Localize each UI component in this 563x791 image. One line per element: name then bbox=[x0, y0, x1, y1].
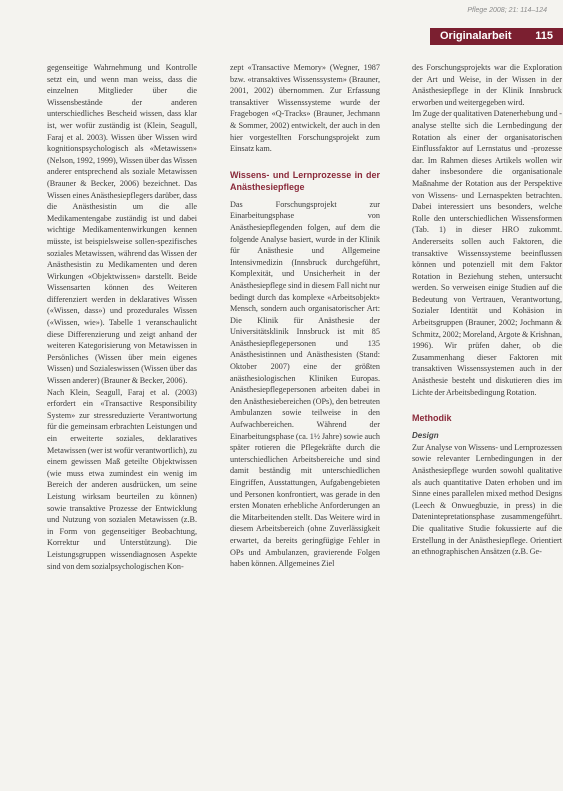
paragraph: Das Forschungsprojekt zur Einarbeitungsphase von Anästhesiepflegenden folgen, auf dem die folgende Analyse basiert, wurde in der Klinik für Anästhesie und Allgemeine Intensivmedizin (Innsbruck durchgeführt, Komplexität, und Unsicherheit in der Anästhesiepflege sind in diesem Fall nicht nur bedingt durch das komplexe «Arbeitsobjekt» Mensch, sondern auch organisatorischer Art: Die Klinik für Anästhesie der Universitätsklinik Innsbruck ist mit 85 Anästhesiepflegepersonen und 135 Anästhesistinnen und Anästhesisten (Stand: Oktober 2007) eine der größten anästhesiologischen Kliniken Europas. Anästhesiepflegepersonen arbeiten dabei in den Anästhesiebereichen (OPs), den betreuten Ambulanzen sowie teilweise in den Aufwachbereichen. Während der Einarbeitungsphase (ca. 1½ Jahre) sowie auch später rotieren die Pflegekräfte durch die unterschiedlichen Arbeitsbereiche und sind damit beständig mit unterschiedlichen Eingriffen, Ausstattungen, Aufgabengebieten und Personen konfrontiert, was gerade in den ersten Monaten erhebliche Anforderungen an die Mitarbeitenden stellt. Das Weitere wird in diesem Arbeitsbereich (ohne Zuverlässigkeit erwartet, da bereits geringfügige Fehler in OPs und Ambulanzen, gravierende Folgen haben können. Allgemeines Ziel bbox=[230, 199, 380, 569]
paragraph: des Forschungsprojekts war die Exploration der Art und Weise, in der Wissen in der Anästhesiepflege in der Klinik Innsbruck erworben und weitergegeben wird. bbox=[412, 63, 562, 107]
section-heading: Wissens- und Lernprozesse in der Anästhesiepflege bbox=[230, 169, 380, 192]
paragraph: zept «Transactive Memory» (Wegner, 1987 bzw. «transaktives Wissenssystem» (Brauner, 2001, 2002) übernommen. Zur Erfassung transaktiver Wissenssysteme wurde der Fragebogen «Q-Tracks» (Brauner, Jechmann & Sommer, 2002) entwickelt, der auch in den hier vorgestellten Forschungsprojekt zum Einsatz kam. bbox=[230, 63, 380, 154]
text-column-2 bbox=[230, 62, 380, 570]
text-column-3 bbox=[412, 62, 562, 558]
page-number: 115 bbox=[535, 30, 553, 42]
paragraph: Nach Klein, Seagull, Faraj et al. (2003) erfordert ein «Transactive Responsibility System» zur stressreduzierte Verantwortung für die gemeinsam erbrachten Leistungen und ein erweiterte soziales, deklaratives Metawissen (wer ist wofür verantwortlich), zu einem gewissen Maß geteilte Objektwissen (wie muss etwa zumindest ein wenig im Bereich der anderen ausdrücken, um seine Leistung wirksam beurteilen zu können) sowie transaktive Prozesse der Entwicklung und Nutzung von sozialen Metawissen (z.B. in Form von gegenseitiger Beobachtung, Korrektur und Unterstützung). Die Leistungsgruppen wissendiagnosen Aspekte sind von dem sozialpsychologischen Kon- bbox=[47, 387, 197, 571]
paragraph: Im Zuge der qualitativen Datenerhebung und -analyse stellte sich die Lernbedingung der Rotation als einer der organisatorischen Einflussfaktor auf Lernstatus und -prozesse dar. Im Rahmen dieses Artikels wollen wir daher insbesondere die organisationale Maßnahme der Rotation aus der Perspektive von Wissens- und Lernaspekten betrachten. Dabei interessiert uns besonders, welche Rolle den unterschiedlichen Wissensformen (Tab. 1) in dieser HRO zukommt. Andererseits sollen auch Faktoren, die transaktive Wissenssysteme beeinflussen können und potenziell mit dem Faktor Rotation in Beziehung stehen, untersucht werden. So verweisen einige Studien auf die Bedeutung von Vertrauen, Verantwortung, Sozialer Identität und Kohäsion in Arbeitsgruppen (Brauner, 2002; Jochmann & Schmitz, 2002; Moreland, Argote & Krishnan, 1996). Wir prüfen daher, ob die Zusammenhang dieser Faktoren mit transaktiven Wissenssystemen auch in der Anästhesie besteht und diskutieren dies im Lichte der Arbeitsbedingung Rotation. bbox=[412, 109, 562, 397]
paragraph: Zur Analyse von Wissens- und Lernprozessen sowie relevanter Lernbedingungen in der Anästhesiepflege wurden sowohl qualitative als auch quantitative Daten erhoben und im Sinne eines parallelen mixed method Designs (Leech & Onwuegbuzie, in press) in die Datenintepretationsphase zusammengeführt. Die qualitative Studie fokussierte auf die Erstellung in der Anästhesiepflege. Orientiert an ethnographischen Ansätzen (z.B. Ge- bbox=[412, 442, 562, 557]
text-column-1 bbox=[47, 62, 197, 572]
section-heading: Methodik bbox=[412, 413, 452, 424]
subsection-heading: Design bbox=[412, 431, 439, 441]
paragraph: gegenseitige Wahrnehmung und Kontrolle setzt ein, und wenn man weiss, dass die einzelnen Mitglieder über die Wissensbestände der anderen unterschiedliches Bescheid wissen, dass klar ist, wer wofür zuständig ist (Klein, Seagull, Faraj et al. 2003). Wissen über Wissen wird kognitionspsychologisch als «Metawissen» (Nelson, 1992, 1999), Wissen über das Wissen anderer entsprechend als soziale Metawissen (Brauner & Becker, 2006) bezeichnet. Das Wissen eines Anästhesiepflegers darüber, dass die Anästhesistin um die alle Medikamentengabe zuständig ist und dabei wichtige Medikamentenwirkungen kennen müsste, ist beispielsweise sollen-spezifisches soziales Metawissen, während das Wissen der Anästhesistin zu Medikamenten und deren Wirkungen «Objektwissen» darstellt. Beide Wissensarten können des Weiteren differenziert werden in deklaratives Wissen («Wissen, dass») und prozedurales Wissen («Wissen, wie»). Tabelle 1 veranschaulicht diese Differenzierung und zeigt anhand der weiteren Kategorisierung von Metawissen in Persönliches (Wissen über mein eigenes Wissen) und Sozialeswissen (Wissen über das Wissen anderer) (Brauner & Becker, 2006). bbox=[47, 63, 197, 386]
section-label: Originalarbeit bbox=[440, 30, 512, 42]
journal-reference: Pflege 2008; 21: 114–124 bbox=[467, 7, 547, 14]
